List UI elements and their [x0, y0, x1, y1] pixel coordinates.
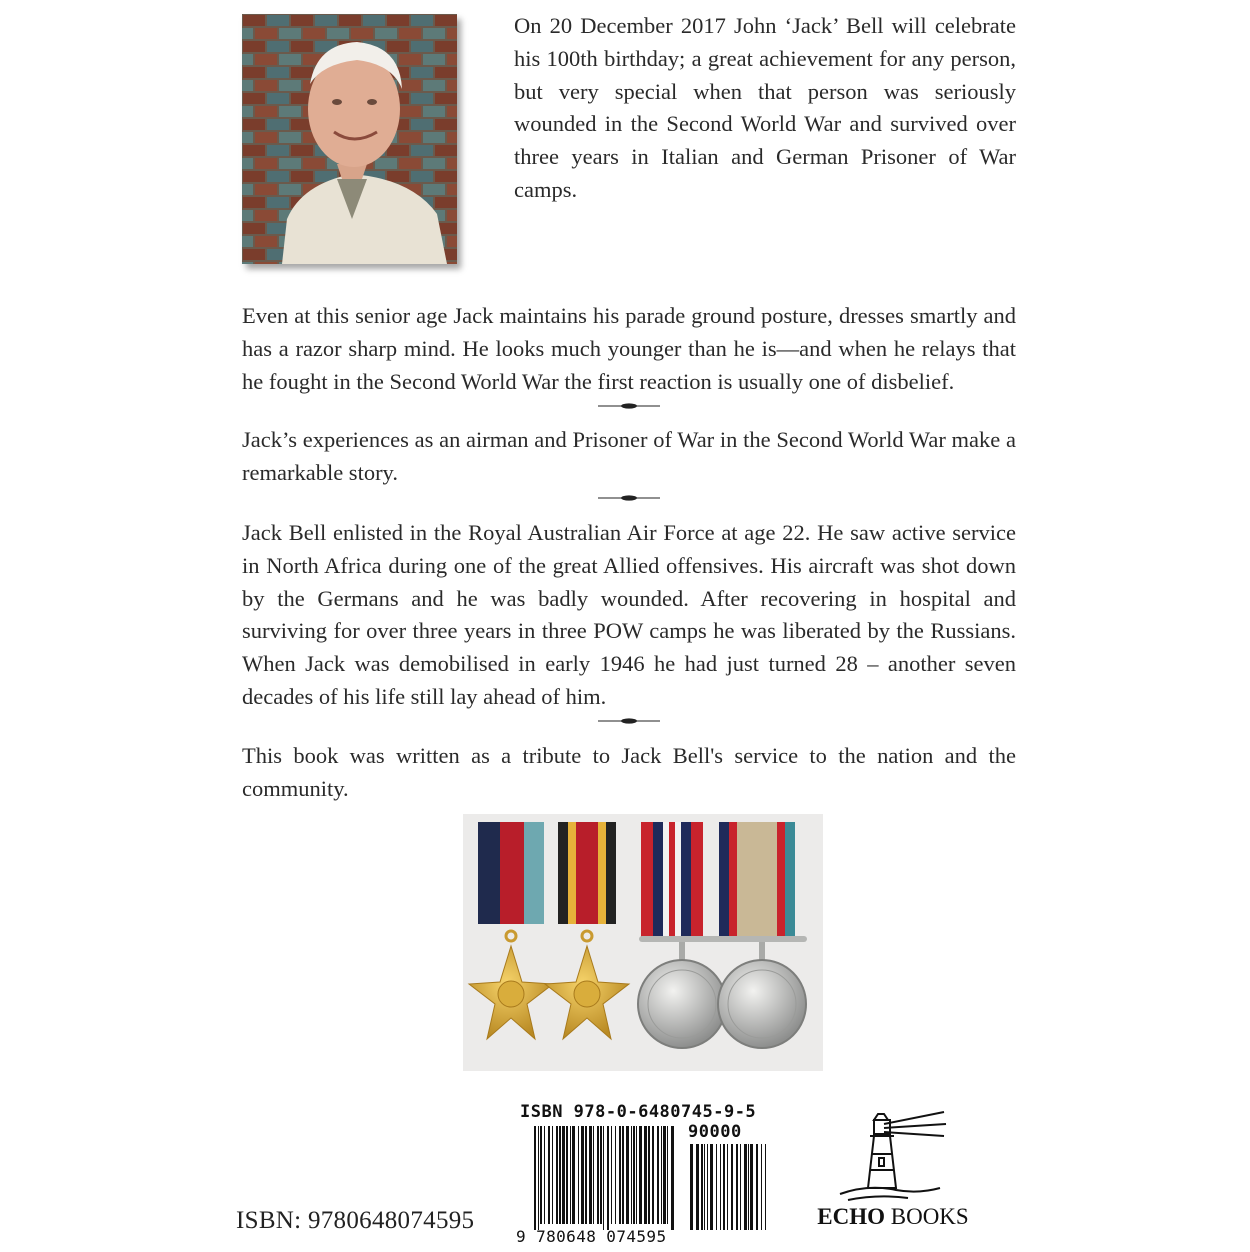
paragraph-service: Jack Bell enlisted in the Royal Australian Air Force at age 22. He saw active service in North Africa during one of the great Allied offensives. His aircraft was shot down by the Germans and he was badly wounded. After recovering in hospital and surviving for over three years in three POW camps he was liberated by the Russians. When Jack was demobilised in early 1946 he had just turned 28 – another seven decades of his life still lay ahead of him. — [242, 520, 1016, 709]
paragraph-posture: Even at this senior age Jack maintains his parade ground posture, dresses smartly and has a razor sharp mind. He looks much younger than he is—and when he relays that he fought in the Second World War the first reaction is usually one of disbelief. — [242, 303, 1016, 394]
intro-paragraph: On 20 December 2017 John ‘Jack’ Bell will celebrate his 100th birthday; a great achievement for any person, but very special when that person was seriously wounded in the Second World War and survived over three years in Italian and German Prisoner of War camps. — [514, 13, 1016, 202]
medals-photo — [463, 814, 823, 1071]
paragraph-tribute: This book was written as a tribute to Jack Bell's service to the nation and the community. — [242, 743, 1016, 801]
lighthouse-icon — [808, 1108, 978, 1204]
divider-ornament — [598, 717, 660, 725]
barcode-digits: 9 780648 074595 — [516, 1227, 667, 1246]
paragraph-experiences: Jack’s experiences as an airman and Prisoner of War in the Second World War make a remarkable story. — [242, 427, 1016, 485]
publisher-name: ECHO BOOKS — [817, 1204, 969, 1229]
barcode-addon-digits: 90000 — [688, 1122, 742, 1142]
barcode — [506, 1102, 784, 1252]
divider-ornament — [598, 494, 660, 502]
divider-ornament — [598, 402, 660, 410]
isbn-label: ISBN: 9780648074595 — [236, 1207, 475, 1234]
author-photo — [242, 14, 457, 264]
publisher-logo — [808, 1108, 978, 1238]
barcode-isbn-text: ISBN 978-0-6480745-9-5 — [520, 1102, 757, 1122]
